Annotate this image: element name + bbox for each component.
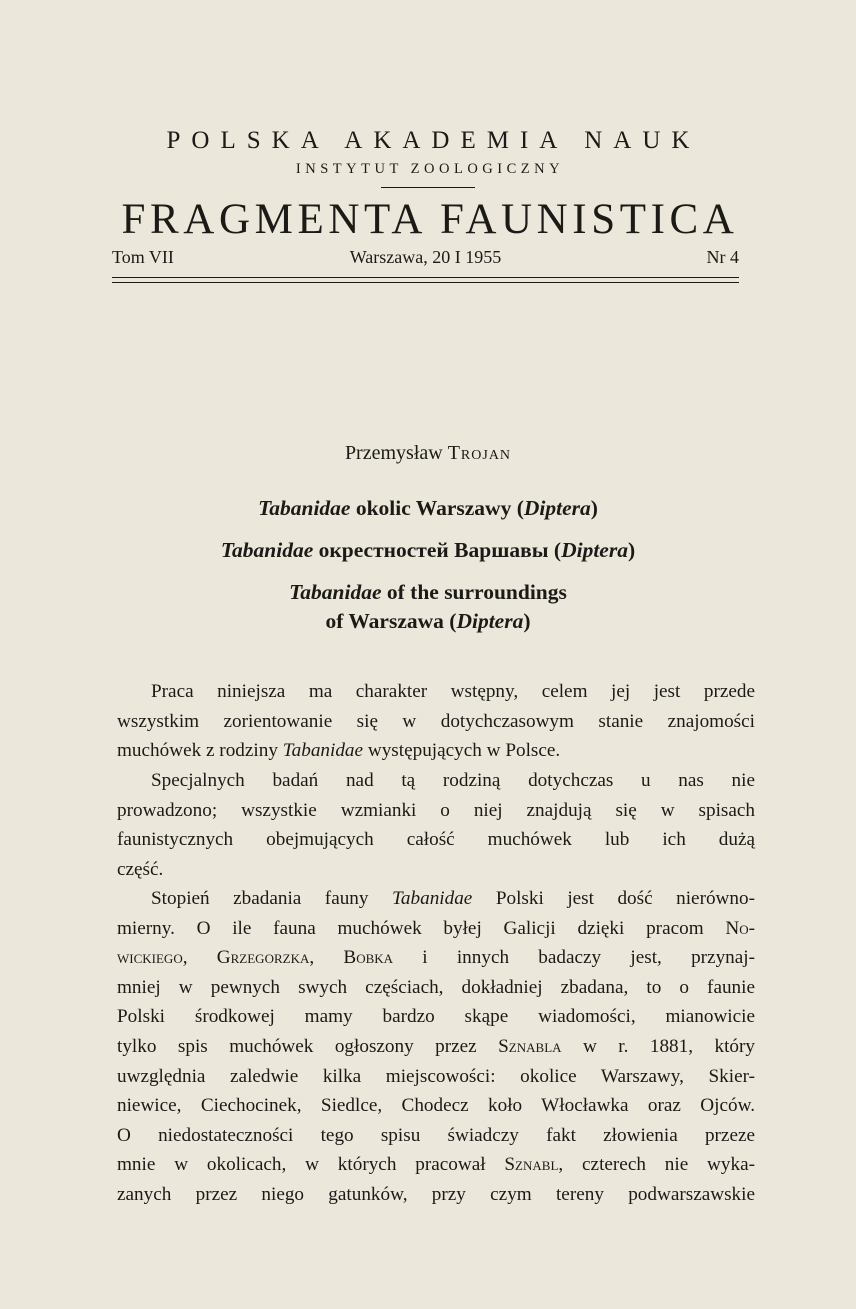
text-fragment: mierny. O ile fauna muchówek byłej Galicji dzięki pracom [117, 917, 726, 939]
double-rule-top [112, 277, 739, 278]
author-citation: No- [725, 917, 755, 939]
paragraph-2 [117, 766, 755, 884]
text-line: prowadzono; wszystkie wzmianki o niej znajdują się w spisach [117, 799, 755, 821]
title-text: окрестностей Варшавы ( [313, 538, 562, 562]
text-fragment: w r. 1881, który [561, 1035, 755, 1057]
text-line [117, 736, 755, 766]
text-line [117, 1032, 755, 1062]
title-text: ) [523, 609, 531, 633]
title-english-line-1 [0, 577, 856, 607]
title-text: of Warszawa ( [325, 609, 457, 633]
text-fragment: Stopień zbadania fauny [151, 888, 392, 909]
title-polish [0, 493, 856, 523]
text-fragment: występujących w Polsce. [363, 740, 561, 762]
issue-date: Warszawa, 20 I 1955 [349, 247, 502, 267]
author-citation: wickiego [117, 947, 183, 969]
institute-name: INSTYTUT ZOOLOGICZNY [295, 161, 565, 177]
text-line [117, 914, 755, 944]
text-line: część. [117, 858, 164, 880]
text-line: faunistycznych obejmujących całość muchówek lub ich dużą [117, 829, 755, 851]
author-citation: Grzegorzka [216, 947, 310, 969]
text-fragment: tylko spis muchówek ogłoszony przez [117, 1035, 499, 1057]
title-order: Diptera [561, 538, 628, 562]
text-line: zanych przez niego gatunków, przy czym tereny podwarszawskie [117, 1183, 755, 1205]
title-text: okolic Warszawy ( [350, 496, 524, 520]
title-taxon: Tabanidae [220, 538, 314, 562]
title-taxon: Tabanidae [258, 496, 351, 520]
title-order: Diptera [523, 496, 591, 520]
title-text: ) [627, 538, 636, 562]
journal-title: FRAGMENTA FAUNISTICA [121, 196, 739, 243]
text-line [117, 943, 755, 973]
academy-name: POLSKA AKADEMIA NAUK [166, 127, 701, 154]
title-english-line-2 [0, 606, 856, 636]
title-text: ) [590, 496, 598, 520]
text-line [117, 884, 755, 914]
article-author [0, 440, 856, 466]
text-fragment: mnie w okolicach, w których pracował [117, 1154, 505, 1176]
paragraph-3 [117, 884, 755, 1210]
text-line: uwzględnia zaledwie kilka miejscowości: okolice Warszawy, Skier- [117, 1065, 755, 1087]
author-first-name: Przemysław [344, 442, 443, 464]
title-order: Diptera [456, 609, 524, 633]
text-line: Praca niniejsza ma charakter wstępny, celem jej jest przede [151, 681, 755, 702]
author-last-name: Trojan [447, 442, 512, 464]
issue-line [112, 246, 739, 268]
taxon-name: Tabanidae [392, 888, 473, 909]
author-citation: Bobka [343, 947, 394, 969]
text-line: Polski środkowej mamy bardzo skąpe wiadomości, mianowicie [117, 1006, 755, 1028]
divider [381, 187, 475, 188]
text-line: Specjalnych badań nad tą rodziną dotychczas u nas nie [151, 770, 755, 791]
title-text: of the surroundings [381, 580, 567, 604]
text-fragment: muchówek z rodziny [117, 740, 283, 762]
text-line [117, 1150, 755, 1180]
text-line: wszystkim zorientowanie się w dotychczasowym stanie znajomości [117, 710, 755, 732]
text-line: niewice, Ciechocinek, Siedlce, Chodecz koło Włocławka oraz Ojców. [117, 1095, 755, 1117]
text-fragment: , [182, 947, 217, 969]
title-russian [0, 535, 856, 565]
double-rule-bottom [112, 282, 739, 283]
text-fragment: , czterech nie wyka- [558, 1154, 755, 1176]
issue-volume: Tom VII [112, 247, 174, 267]
text-line: mniej w pewnych swych częściach, dokładniej zbadana, to o faunie [117, 976, 755, 998]
issue-number: Nr 4 [706, 247, 739, 267]
text-line: O niedostateczności tego spisu świadczy fakt złowienia przeze [117, 1124, 755, 1146]
paragraph-1 [117, 677, 755, 766]
taxon-name: Tabanidae [282, 740, 364, 762]
author-citation: Sznabl [504, 1154, 559, 1176]
text-fragment: Polski jest dość nierówno- [472, 888, 755, 909]
text-fragment: , [309, 947, 344, 969]
title-taxon: Tabanidae [289, 580, 382, 604]
text-fragment: i innych badaczy jest, przynaj- [393, 947, 756, 969]
author-citation: Sznabla [498, 1035, 562, 1057]
